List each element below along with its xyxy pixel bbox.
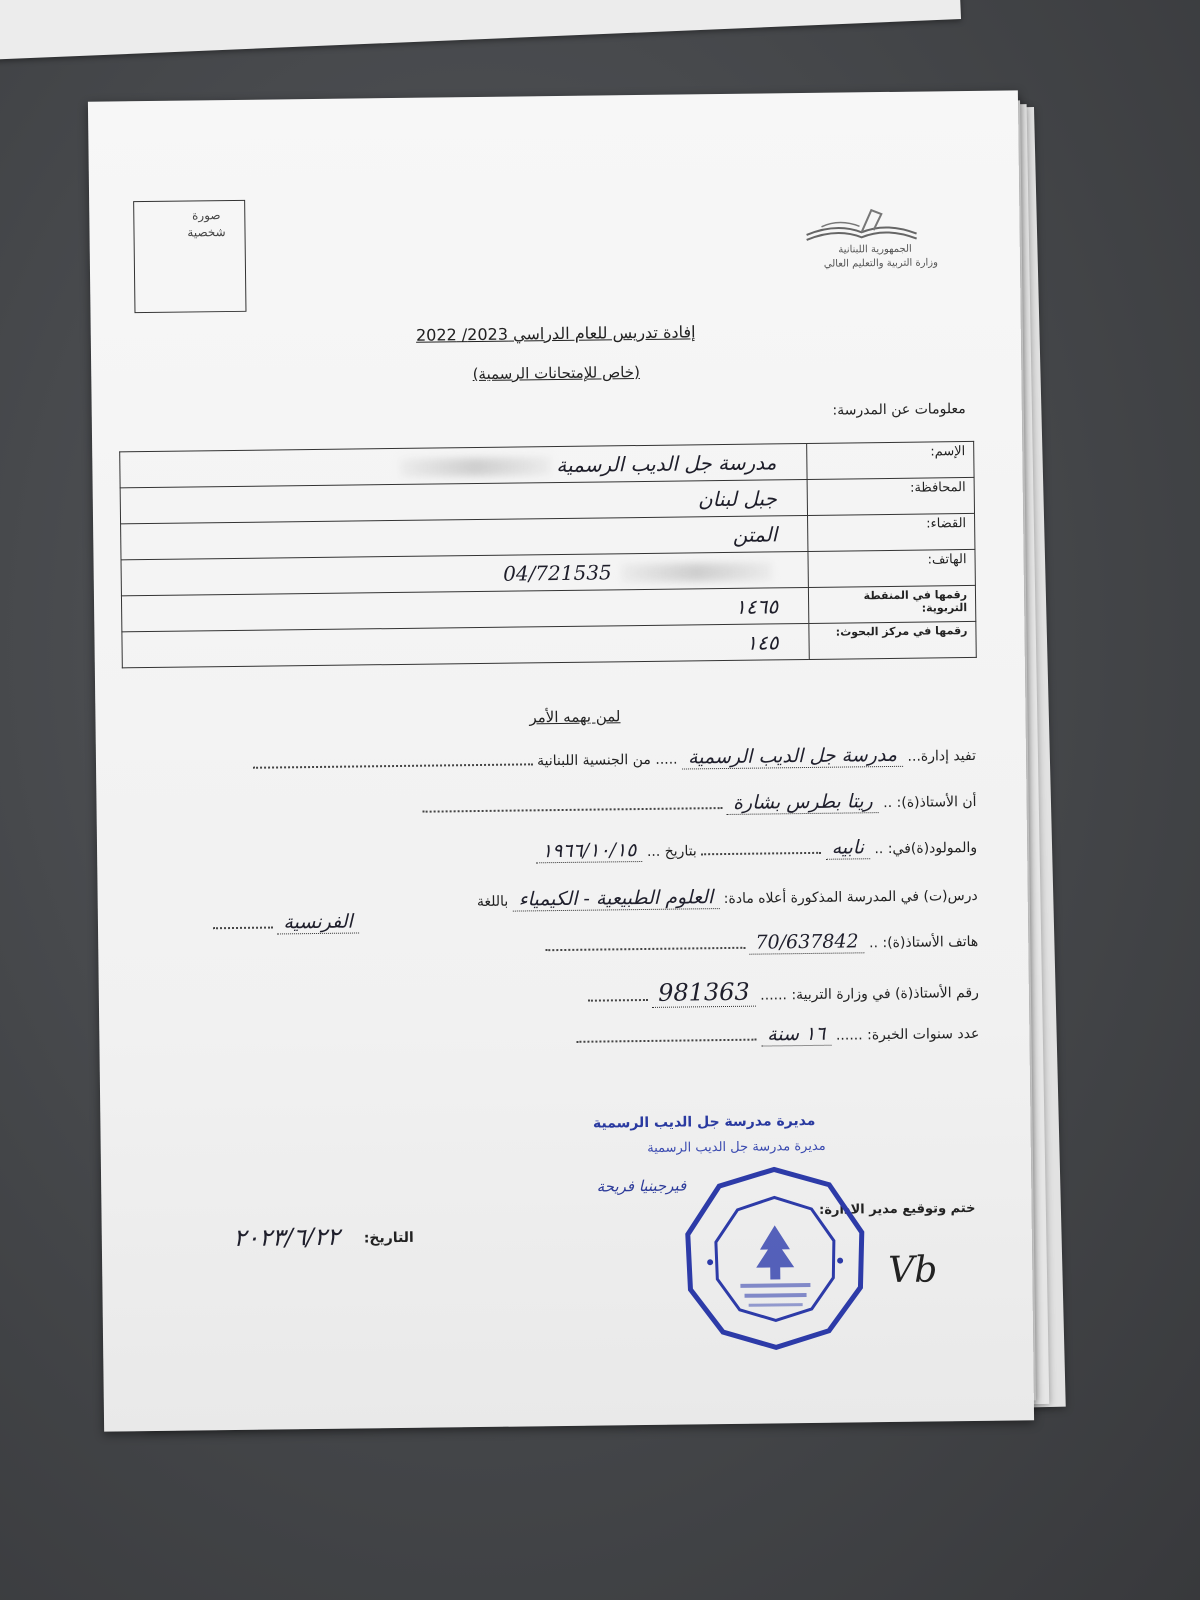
ministry-number-label: رقم الأستاذ(ة) في وزارة التربية: ......: [760, 984, 979, 1004]
teacher-phone-label: هاتف الأستاذ(ة): ..: [868, 933, 979, 952]
dotted-line: [577, 1029, 757, 1043]
redaction-blur: [622, 562, 772, 582]
birth-place-label: والمولود(ة)في: ..: [874, 839, 978, 858]
field-label: الإسم:: [807, 441, 974, 479]
ministry-logo: [791, 203, 942, 285]
field-label: رقمها في مركز البحوث:: [809, 621, 976, 659]
experience-line: [577, 1021, 980, 1048]
director-name: فيرجينيا فريحة: [596, 1176, 687, 1196]
photo-box-label: [176, 207, 236, 242]
birth-line: [536, 835, 977, 862]
teacher-value: ريتا بطرس بشارة: [727, 790, 879, 815]
subject-value: العلوم الطبيعية - الكيمياء: [513, 886, 720, 912]
dotted-line: [253, 753, 533, 768]
teacher-line: [422, 789, 976, 818]
ministry-number-line: [588, 975, 979, 1008]
page-title: إفادة تدريس للعام الدراسي 2023/ 2022: [415, 322, 696, 345]
photo-label-line2: شخصية: [187, 225, 226, 240]
field-label: رقمها في المنقطة التربوية:: [808, 585, 975, 623]
birth-place-value: نابيه: [826, 836, 871, 860]
to-whom-heading: لمن يهمه الأمر: [529, 707, 621, 727]
phone-value: 04/721535: [503, 559, 612, 586]
official-stamp-icon: [679, 1162, 871, 1354]
dotted-line: [588, 989, 648, 1002]
book-icon: [801, 204, 921, 245]
language-line: [213, 910, 359, 934]
field-label: القضاء:: [808, 513, 975, 551]
page-subtitle: (خاص للإمتحانات الرسمية): [472, 363, 640, 384]
field-value: ١٤٦٥: [121, 587, 808, 631]
dotted-line: [213, 917, 273, 930]
dotted-line: [423, 797, 723, 813]
birth-date-label: بتاريخ ...: [646, 843, 697, 860]
language-label: باللغة: [476, 893, 509, 911]
dotted-line: [701, 842, 821, 855]
photo-box: [133, 200, 246, 313]
date-value: ٢٠٢٣/٦/٢٢: [233, 1222, 340, 1253]
birth-date-value: ١٩٦٦/١٠/١٥: [536, 839, 643, 863]
dotted-line: [545, 937, 745, 951]
teacher-phone-line: [545, 929, 978, 957]
field-value: المتن: [121, 515, 808, 559]
school-name-value: مدرسة جل الديب الرسمية: [556, 449, 777, 477]
director-stamp-title-small: مديرة مدرسة جل الديب الرسمية: [647, 1138, 826, 1156]
background-sheet: [0, 0, 961, 61]
language-value: الفرنسية: [277, 910, 359, 934]
field-value: جبل لبنان: [120, 479, 807, 523]
logo-line2: وزارة التربية والتعليم العالي: [823, 257, 939, 270]
date-label: التاريخ:: [363, 1229, 414, 1247]
administration-line: [252, 743, 976, 774]
nationality-text: ..... من الجنسية اللبنانية: [536, 751, 678, 770]
field-label: الهاتف:: [808, 549, 975, 587]
school-info-heading: معلومات عن المدرسة:: [832, 401, 966, 419]
field-label: المحافظة:: [807, 477, 974, 515]
administration-label: تفيد إدارة...: [907, 747, 977, 765]
teacher-phone-value: 70/637842: [749, 930, 864, 954]
subject-label: درس(ت) في المدرسة المذكورة أعلاه مادة:: [723, 887, 978, 908]
ministry-number-value: 981363: [652, 978, 756, 1008]
redaction-blur: [400, 457, 550, 477]
teacher-label: أن الأستاذ(ة): ..: [883, 793, 977, 812]
school-info-table: [119, 441, 977, 668]
experience-label: عدد سنوات الخبرة: ......: [835, 1025, 980, 1044]
director-stamp-title: مديرة مدرسة جل الديب الرسمية: [592, 1112, 816, 1132]
subject-line: [477, 883, 978, 911]
field-value: ١٤٥: [122, 623, 809, 667]
experience-value: ١٦ سنة: [761, 1023, 832, 1047]
certificate-page: [88, 90, 1034, 1431]
photo-label-line1: صورة: [191, 208, 221, 223]
signature-initials: Vb: [887, 1249, 938, 1292]
stamp-signature-label: ختم وتوقيع مدير الادارة:: [819, 1200, 976, 1218]
administration-value: مدرسة جل الديب الرسمية: [682, 744, 903, 770]
logo-line1: الجمهورية اللبنانية: [838, 243, 912, 256]
